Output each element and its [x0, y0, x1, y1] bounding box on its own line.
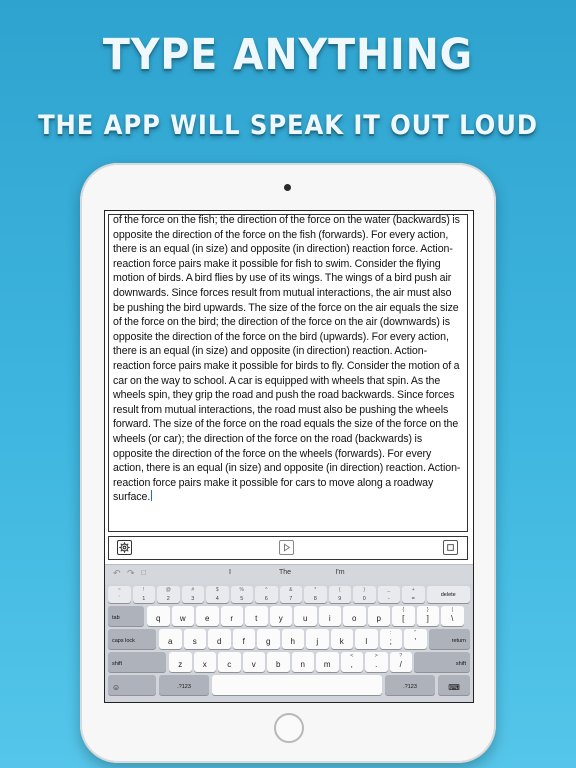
key-x[interactable]: x	[194, 652, 217, 672]
key-e[interactable]: e	[196, 606, 219, 626]
key-i[interactable]: i	[319, 606, 342, 626]
key-b[interactable]: b	[267, 652, 290, 672]
headline-title: TYPE ANYTHING	[102, 30, 474, 80]
key-s[interactable]: s	[184, 629, 207, 649]
key-r3-extra-0[interactable]: < ,	[341, 652, 364, 672]
key-t[interactable]: t	[245, 606, 268, 626]
key-num-10[interactable]: ) 0	[353, 586, 376, 603]
key-d[interactable]: d	[208, 629, 231, 649]
key-q[interactable]: q	[147, 606, 170, 626]
key-r1-extra-2[interactable]: | \	[441, 606, 464, 626]
key-r2-extra-1[interactable]: " '	[404, 629, 427, 649]
caps-lock-key[interactable]: caps lock	[108, 629, 156, 649]
key-l[interactable]: l	[355, 629, 378, 649]
key-num-7[interactable]: & 7	[280, 586, 303, 603]
camera-dot	[284, 184, 291, 191]
key-f[interactable]: f	[233, 629, 256, 649]
key-m[interactable]: m	[316, 652, 339, 672]
redo-icon[interactable]: ↷	[127, 568, 135, 578]
keyboard-dismiss-icon: ⌨	[448, 683, 460, 692]
paste-icon[interactable]: □	[141, 568, 146, 577]
play-button[interactable]	[279, 540, 294, 555]
suggestion-1[interactable]: I	[229, 569, 231, 576]
key-num-0[interactable]: ~ `	[108, 586, 131, 603]
stop-icon	[444, 541, 457, 554]
key-num-12[interactable]: + =	[402, 586, 425, 603]
headline-subtitle: THE APP WILL SPEAK IT OUT LOUD	[38, 110, 538, 141]
undo-icon[interactable]: ↶	[113, 568, 121, 578]
text-caret	[151, 490, 152, 501]
suggestion-3[interactable]: I'm	[335, 569, 345, 576]
space-bar[interactable]	[212, 675, 382, 695]
key-num-2[interactable]: @ 2	[157, 586, 180, 603]
delete-key[interactable]: delete	[427, 586, 471, 603]
key-r3-extra-1[interactable]: > .	[365, 652, 388, 672]
key-u[interactable]: u	[294, 606, 317, 626]
key-num-11[interactable]: _ -	[378, 586, 401, 603]
key-k[interactable]: k	[331, 629, 354, 649]
key-a[interactable]: a	[159, 629, 182, 649]
home-button[interactable]	[274, 713, 304, 743]
key-r1-extra-1[interactable]: } ]	[417, 606, 440, 626]
numbers-key-right[interactable]: .?123	[385, 675, 435, 695]
key-r3-extra-2[interactable]: ? /	[390, 652, 413, 672]
key-h[interactable]: h	[282, 629, 305, 649]
gear-icon	[118, 541, 131, 554]
key-r1-extra-0[interactable]: { [	[392, 606, 415, 626]
settings-button[interactable]	[117, 540, 132, 555]
key-num-1[interactable]: ! 1	[133, 586, 156, 603]
key-g[interactable]: g	[257, 629, 280, 649]
tab-key[interactable]: tab	[108, 606, 144, 626]
key-w[interactable]: w	[172, 606, 195, 626]
key-num-9[interactable]: ( 9	[329, 586, 352, 603]
key-r[interactable]: r	[221, 606, 244, 626]
key-num-8[interactable]: * 8	[304, 586, 327, 603]
keyboard-dismiss-key[interactable]	[438, 675, 470, 695]
key-j[interactable]: j	[306, 629, 329, 649]
speech-toolbar	[108, 536, 468, 560]
play-icon	[280, 541, 293, 554]
shift-right-key[interactable]: shift	[414, 652, 470, 672]
key-v[interactable]: v	[243, 652, 266, 672]
ipad-frame	[80, 163, 496, 763]
key-p[interactable]: p	[368, 606, 391, 626]
key-z[interactable]: z	[169, 652, 192, 672]
key-num-6[interactable]: ^ 6	[255, 586, 278, 603]
key-c[interactable]: c	[218, 652, 241, 672]
key-o[interactable]: o	[343, 606, 366, 626]
editor-text[interactable]: of the force on the fish; the direction of the force on the water (backwards) is opposite the direction of the force on the fish (forwards). For every action, there is an equal (in size) and opposite (in direction) reaction force. Action-reaction force pairs make it possible for fish to swim. Consider the flying motion of birds. A bird flies by use of its wings. The wings of a bird push air downwards. Since forces result from mutual interactions, the air must also be pushing the bird upwards. The size of the force on the air equals the size of the force on the bird; the direction of the force on the air (downwards) is opposite the direction of the force on the bird (upwards). For every action, there is an equal (in size) and opposite (in direction) reaction. Action-reaction force pairs make it possible for birds to fly. Consider the motion of a car on the way to school. A car is equipped with wheels that spin. As the wheels spin, they grip the road and push the road backwards. Since forces result from mutual interactions, the road must also be pushing the wheels forward. The size of the force on the road equals the size of the force on the wheels (or car); the direction of the force on the road (backwards) is opposite the direction of the force on the wheels (forwards). For every action, there is an equal (in size) and opposite (in direction) reaction. Action-reaction force pairs make it possible for cars to move along a roadway surface.	[113, 214, 461, 504]
stop-button[interactable]	[443, 540, 458, 555]
onscreen-keyboard	[105, 564, 473, 703]
suggestion-2[interactable]: The	[278, 569, 292, 576]
emoji-icon: ☺	[112, 683, 121, 692]
key-y[interactable]: y	[270, 606, 293, 626]
key-num-4[interactable]: $ 4	[206, 586, 229, 603]
key-num-3[interactable]: # 3	[182, 586, 205, 603]
key-n[interactable]: n	[292, 652, 315, 672]
emoji-key[interactable]	[108, 675, 156, 695]
app-screen	[104, 210, 474, 703]
return-key[interactable]: return	[429, 629, 471, 649]
suggestion-bar	[105, 565, 473, 584]
key-r2-extra-0[interactable]: : ;	[380, 629, 403, 649]
shift-left-key[interactable]: shift	[108, 652, 166, 672]
key-num-5[interactable]: % 5	[231, 586, 254, 603]
numbers-key-left[interactable]: .?123	[159, 675, 209, 695]
text-editor[interactable]	[108, 214, 468, 532]
